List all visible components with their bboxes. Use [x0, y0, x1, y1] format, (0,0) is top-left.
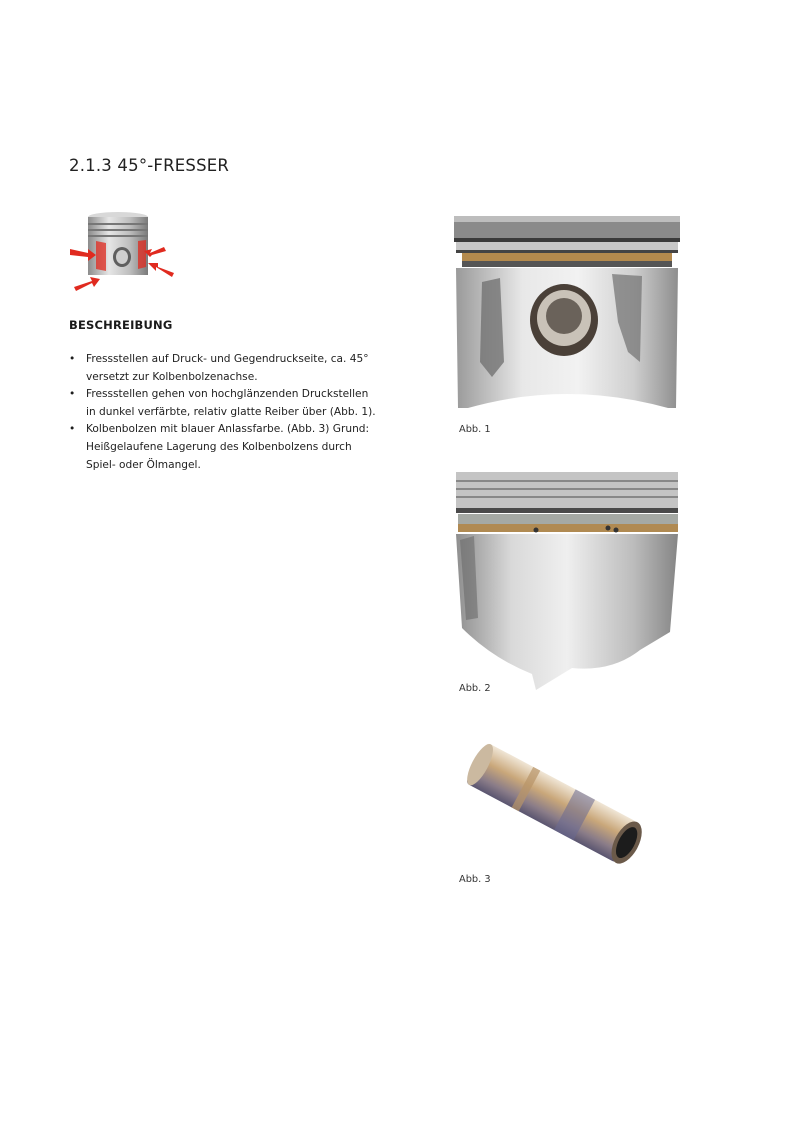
piston-pin-photo	[456, 730, 656, 885]
figure-caption: Abb. 3	[459, 874, 491, 885]
list-item: • Fressstellen auf Druck- und Gegendruckseite, ca. 45° versetzt zur Kolbenbolzenachse.	[69, 351, 379, 386]
figure-caption: Abb. 2	[459, 683, 491, 694]
list-item: • Kolbenbolzen mit blauer Anlassfarbe. (Abb. 3) Grund: Heißgelaufene Lagerung des Kolbenbolzens durch Spiel- oder Ölmangel.	[69, 421, 379, 474]
piston-damage-zone-icon	[66, 205, 178, 297]
piston-skirt-photo	[452, 468, 682, 693]
description-list	[69, 351, 379, 474]
seized-piston-photo	[452, 212, 682, 417]
description-heading: BESCHREIBUNG	[69, 318, 173, 332]
page-title: 2.1.3 45°-FRESSER	[69, 156, 230, 175]
list-item: • Fressstellen gehen von hochglänzenden Druckstellen in dunkel verfärbte, relativ glatte Reiber über (Abb. 1).	[69, 386, 379, 421]
figure-caption: Abb. 1	[459, 424, 491, 435]
